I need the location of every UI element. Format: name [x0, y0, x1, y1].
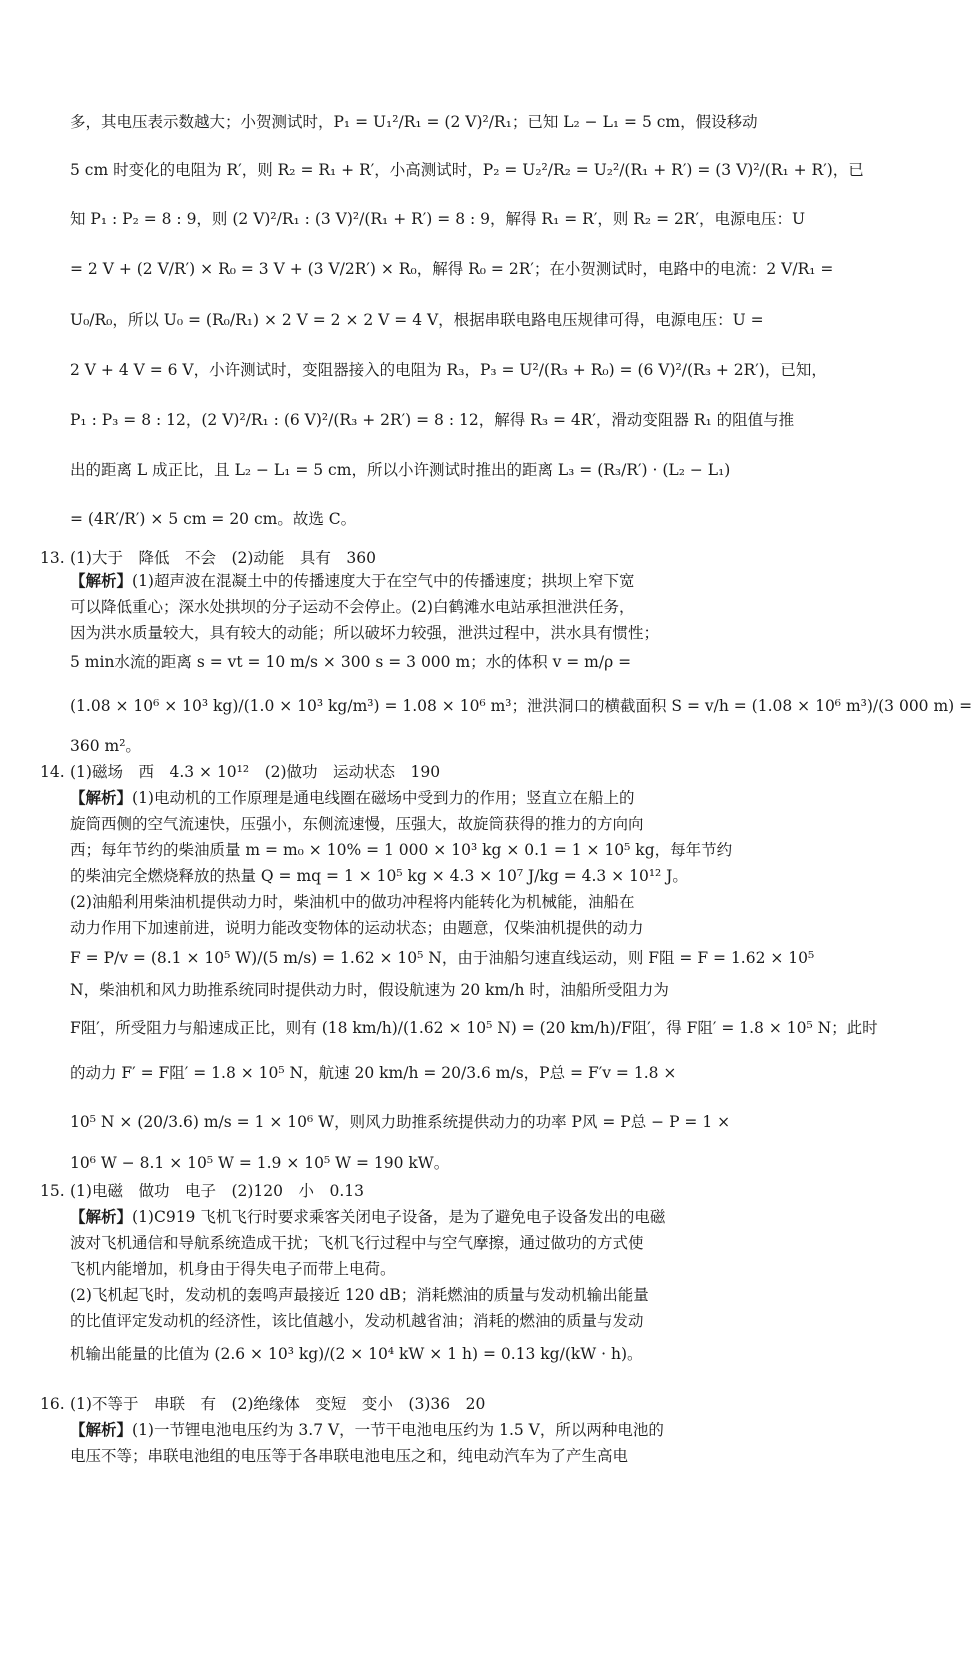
text-line: 10⁵ N × (20/3.6) m/s = 1 × 10⁶ W，则风力助推系统提供动力的功率 P风 = P总 − P = 1 ×: [70, 1113, 731, 1131]
question-14-answer: 14. (1)磁场 西 4.3 × 10¹² (2)做功 运动状态 190: [40, 763, 441, 781]
text-line: (2)飞机起飞时，发动机的轰鸣声最接近 120 dB；消耗燃油的质量与发动机输出能量: [70, 1286, 649, 1304]
text-line: 【解析】(1)一节锂电池电压约为 3.7 V，一节干电池电压约为 1.5 V，所以两种电池的: [70, 1420, 664, 1439]
text-line: 西；每年节约的柴油质量 m = m₀ × 10% = 1 000 × 10³ kg × 0.1 = 1 × 10⁵ kg，每年节约: [70, 841, 733, 859]
analysis-tag: 【解析】: [70, 1420, 133, 1439]
text-line: 【解析】(1)电动机的工作原理是通电线圈在磁场中受到力的作用；竖直立在船上的: [70, 788, 635, 807]
text-line: 【解析】(1)超声波在混凝土中的传播速度大于在空气中的传播速度；拱坝上窄下宽: [70, 571, 635, 590]
text-line: 的柴油完全燃烧释放的热量 Q = mq = 1 × 10⁵ kg × 4.3 × 10⁷ J/kg = 4.3 × 10¹² J。: [70, 867, 688, 885]
text-line: 2 V + 4 V = 6 V，小许测试时，变阻器接入的电阻为 R₃，P₃ = U²/(R₃ + R₀) = (6 V)²/(R₃ + 2R′)，已知，: [70, 361, 827, 379]
question-number: 16.: [40, 1395, 65, 1413]
question-number: 15.: [40, 1182, 65, 1200]
text-line: U₀/R₀，所以 U₀ = (R₀/R₁) × 2 V = 2 × 2 V = 4 V，根据串联电路电压规律可得，电源电压：U =: [70, 311, 764, 329]
text-line: 旋筒西侧的空气流速快，压强小，东侧流速慢，压强大，故旋筒获得的推力的方向向: [70, 815, 644, 833]
question-number: 13.: [40, 549, 65, 567]
text-line: 知 P₁ : P₂ = 8 : 9，则 (2 V)²/R₁ : (3 V)²/(R₁ + R′) = 8 : 9，解得 R₁ = R′，则 R₂ = 2R′，电源电压：U: [70, 210, 806, 228]
text-line: 5 cm 时变化的电阻为 R′，则 R₂ = R₁ + R′，小高测试时，P₂ = U₂²/R₂ = U₂²/(R₁ + R′) = (3 V)²/(R₁ + R′)，已: [70, 161, 864, 179]
text-line: F阻′，所受阻力与船速成正比，则有 (18 km/h)/(1.62 × 10⁵ N) = (20 km/h)/F阻′，得 F阻′ = 1.8 × 10⁵ N；此时: [70, 1019, 878, 1037]
text-line: 波对飞机通信和导航系统造成干扰；飞机飞行过程中与空气摩擦，通过做功的方式使: [70, 1234, 644, 1252]
text-line: (2)油船利用柴油机提供动力时，柴油机中的做功冲程将内能转化为机械能，油船在: [70, 893, 635, 911]
text-line: P₁ : P₃ = 8 : 12，(2 V)²/R₁ : (6 V)²/(R₃ + 2R′) = 8 : 12，解得 R₃ = 4R′，滑动变阻器 R₁ 的阻值与推: [70, 411, 795, 429]
text-line: (1.08 × 10⁶ × 10³ kg)/(1.0 × 10³ kg/m³) = 1.08 × 10⁶ m³；泄洪洞口的横截面积 S = v/h = (1.08 × 10⁶ m³)/(3 000 m) =: [70, 697, 972, 715]
text-line: 因为洪水质量较大，具有较大的动能；所以破坏力较强，泄洪过程中，洪水具有惯性；: [70, 624, 660, 642]
question-number: 14.: [40, 763, 65, 781]
text-line: 电压不等；串联电池组的电压等于各串联电池电压之和，纯电动汽车为了产生高电: [70, 1447, 629, 1465]
question-13-answer: 13. (1)大于 降低 不会 (2)动能 具有 360: [40, 549, 376, 567]
text-line: 机输出能量的比值为 (2.6 × 10³ kg)/(2 × 10⁴ kW × 1 h) = 0.13 kg/(kW · h)。: [70, 1345, 643, 1363]
text-line: 多，其电压表示数越大；小贺测试时，P₁ = U₁²/R₁ = (2 V)²/R₁；已知 L₂ − L₁ = 5 cm，假设移动: [70, 113, 758, 131]
analysis-tag: 【解析】: [70, 1207, 133, 1226]
text-line: 的比值评定发动机的经济性，该比值越小，发动机越省油；消耗的燃油的质量与发动: [70, 1312, 644, 1330]
text-line: = (4R′/R′) × 5 cm = 20 cm。故选 C。: [70, 510, 357, 528]
analysis-tag: 【解析】: [70, 788, 133, 807]
text-line: 的动力 F′ = F阻′ = 1.8 × 10⁵ N，航速 20 km/h = 20/3.6 m/s，P总 = F′v = 1.8 ×: [70, 1064, 677, 1082]
text-line: F = P/v = (8.1 × 10⁵ W)/(5 m/s) = 1.62 × 10⁵ N，由于油船匀速直线运动，则 F阻 = F = 1.62 × 10⁵: [70, 949, 815, 967]
text-line: 动力作用下加速前进，说明力能改变物体的运动状态；由题意，仅柴油机提供的动力: [70, 919, 644, 937]
text-line: 10⁶ W − 8.1 × 10⁵ W = 1.9 × 10⁵ W = 190 kW。: [70, 1154, 450, 1172]
text-line: N，柴油机和风力助推系统同时提供动力时，假设航速为 20 km/h 时，油船所受阻力为: [70, 981, 669, 999]
text-line: 360 m²。: [70, 737, 141, 755]
text-line: = 2 V + (2 V/R′) × R₀ = 3 V + (3 V/2R′) × R₀，解得 R₀ = 2R′；在小贺测试时，电路中的电流：2 V/R₁ =: [70, 260, 834, 278]
text-line: 5 min水流的距离 s = vt = 10 m/s × 300 s = 3 000 m；水的体积 v = m/ρ =: [70, 653, 632, 671]
question-15-answer: 15. (1)电磁 做功 电子 (2)120 小 0.13: [40, 1182, 365, 1200]
text-line: 出的距离 L 成正比，且 L₂ − L₁ = 5 cm，所以小许测试时推出的距离 L₃ = (R₃/R′) · (L₂ − L₁): [70, 461, 731, 479]
text-line: 飞机内能增加，机身由于得失电子而带上电荷。: [70, 1260, 396, 1278]
text-line: 【解析】(1)C919 飞机飞行时要求乘客关闭电子设备，是为了避免电子设备发出的电磁: [70, 1207, 666, 1226]
question-16-answer: 16. (1)不等于 串联 有 (2)绝缘体 变短 变小 (3)36 20: [40, 1395, 486, 1413]
analysis-tag: 【解析】: [70, 571, 133, 590]
text-line: 可以降低重心；深水处拱坝的分子运动不会停止。(2)白鹤滩水电站承担泄洪任务，: [70, 598, 635, 616]
